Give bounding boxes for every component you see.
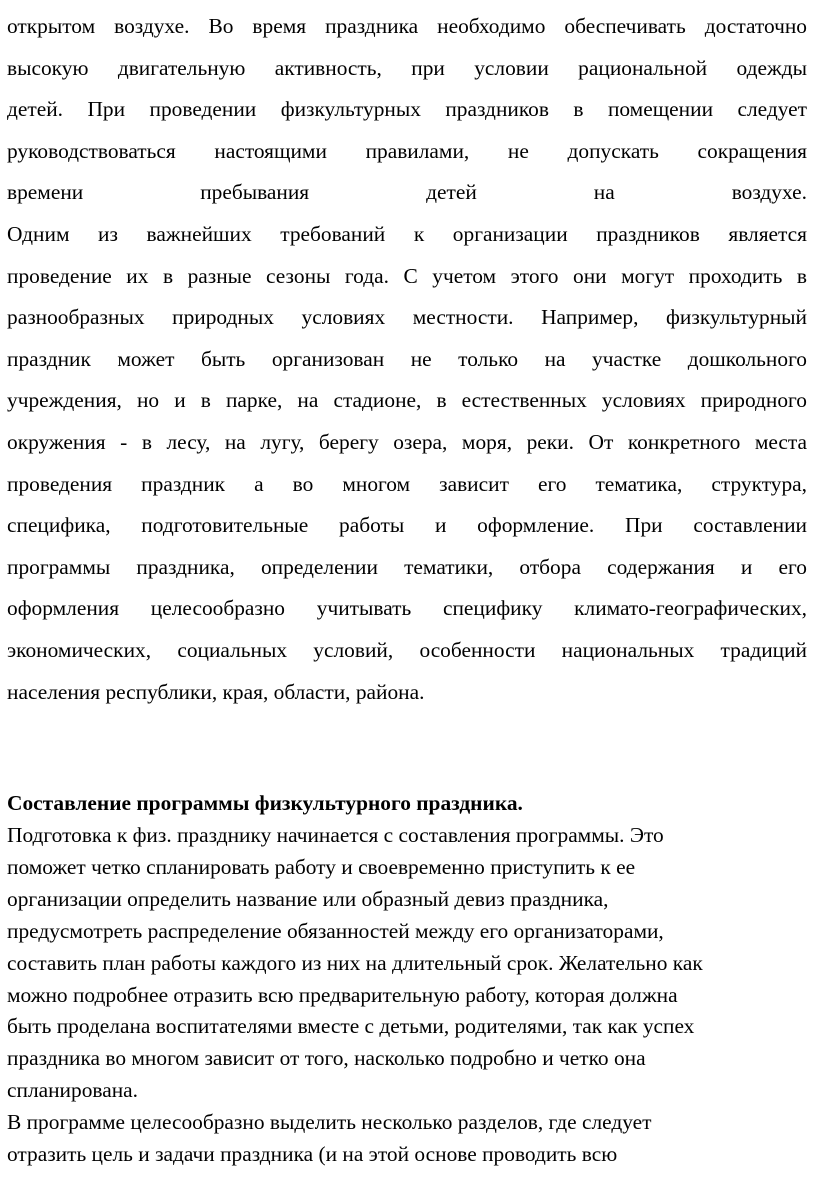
text-line: праздник может быть организован не только на участке дошкольного	[7, 346, 807, 371]
text-line: оформления целесообразно учитывать специфику климато-географических,	[7, 596, 807, 621]
text-line: проведение их в разные сезоны года. С учетом этого они могут проходить в	[7, 263, 807, 288]
text-line: времени пребывания детей на воздухе.	[7, 180, 807, 205]
section-heading: Составление программы физкультурного праздника.	[7, 791, 523, 815]
text-line: предусмотреть распределение обязанностей между его организаторами,	[7, 918, 664, 943]
text-line: окружения - в лесу, на лугу, берегу озера, моря, реки. От конкретного места	[7, 429, 807, 454]
body-paragraph-1	[7, 6, 807, 713]
text-line: специфика, подготовительные работы и оформление. При составлении	[7, 513, 807, 538]
text-line: высокую двигательную активность, при условии рациональной одежды	[7, 55, 807, 80]
text-line: отразить цель и задачи праздника (и на этой основе проводить всю	[7, 1142, 618, 1167]
text-line: поможет четко спланировать работу и своевременно приступить к ее	[7, 854, 636, 879]
text-line: быть проделана воспитателями вместе с детьми, родителями, так как успех	[7, 1014, 695, 1039]
text-line: населения республики, края, области, района.	[7, 679, 425, 704]
text-line: разнообразных природных условиях местности. Например, физкультурный	[7, 305, 807, 330]
body-paragraph-2	[7, 820, 807, 1171]
text-line: можно подробнее отразить всю предварительную работу, которая должна	[7, 982, 678, 1007]
text-line: составить план работы каждого из них на длительный срок. Желательно как	[7, 950, 703, 975]
text-line: проведения праздник а во многом зависит его тематика, структура,	[7, 471, 807, 496]
text-line: руководствоваться настоящими правилами, не допускать сокращения	[7, 138, 807, 163]
text-line: В программе целесообразно выделить несколько разделов, где следует	[7, 1110, 652, 1135]
text-line: Подготовка к физ. празднику начинается с составления программы. Это	[7, 823, 664, 847]
text-line: экономических, социальных условий, особенности национальных традиций	[7, 637, 807, 662]
text-line: организации определить название или образный девиз праздника,	[7, 886, 609, 911]
text-line: программы праздника, определении тематики, отбора содержания и его	[7, 554, 807, 579]
text-line: праздника во многом зависит от того, насколько подробно и четко она	[7, 1046, 646, 1071]
text-line: детей. При проведении физкультурных праздников в помещении следует	[7, 97, 807, 122]
text-line: открытом воздухе. Во время праздника необходимо обеспечивать достаточно	[7, 14, 807, 38]
text-line: учреждения, но и в парке, на стадионе, в естественных условиях природного	[7, 388, 807, 413]
text-line: Одним из важнейших требований к организации праздников является	[7, 221, 807, 246]
text-line: спланирована.	[7, 1078, 138, 1103]
